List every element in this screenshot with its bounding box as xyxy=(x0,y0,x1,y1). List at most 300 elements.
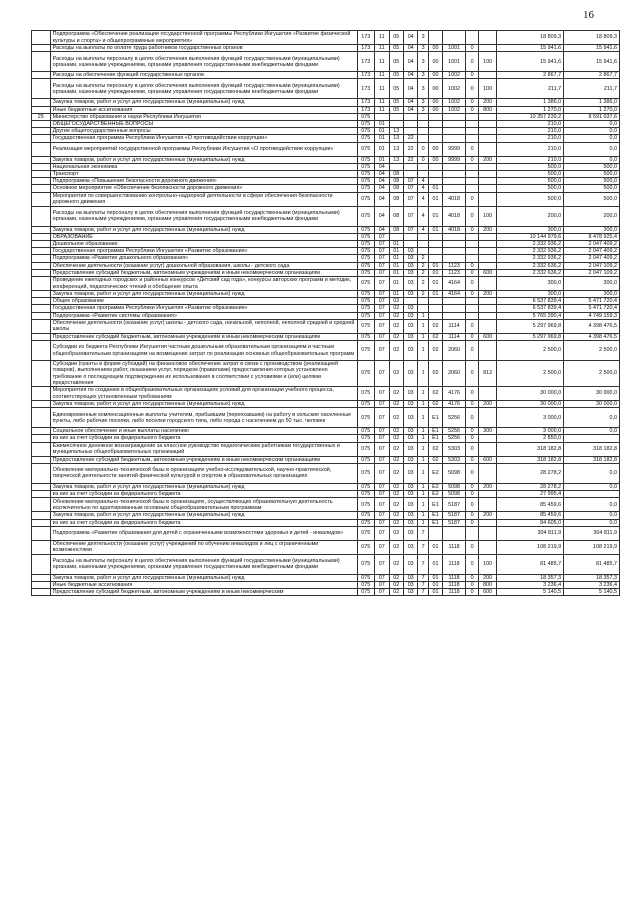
subsection-code: 02 xyxy=(389,589,403,596)
expense-direction-code: 4018 xyxy=(443,206,466,226)
expense-direction-code: 5187 xyxy=(443,498,466,512)
section-code: 07 xyxy=(375,512,389,519)
amount-year-1: 10 144 979,6 xyxy=(496,233,563,240)
expense-type-code: 200 xyxy=(479,512,497,519)
amount-year-2: 108 219,9 xyxy=(564,540,620,554)
row-name: Проведение ежегодных городских и районных конкурсов «Детский сад года», конкурсы авторских программ и методик, конференций, педагогических чтений и обобщение опыта xyxy=(50,277,357,291)
row-name: Субсидии из бюджета Республики Ингушетия частным дошкольным образовательным организациям и частным общеобразовательным организациям на возмещение затрат по реализации основных общеобразовательных программ xyxy=(50,341,357,361)
program-code: 07 xyxy=(403,206,417,226)
subsection-code: 02 xyxy=(389,512,403,519)
amount-year-1: 210,0 xyxy=(496,128,563,135)
program-code: 03 xyxy=(403,305,417,312)
expense-suffix: 0 xyxy=(465,226,478,233)
row-name: Обеспечение деятельности (оказание услуг) школы - детского сада, начальной, неполной, неполной средней и средней школы xyxy=(50,319,357,333)
event-code: 00 xyxy=(428,45,442,52)
row-name: Закупка товаров, работ и услуг для государственных (муниципальных) нужд xyxy=(50,156,357,163)
program-code: 04 xyxy=(403,106,417,113)
section-code: 11 xyxy=(375,52,389,72)
amount-year-1: 108 219,9 xyxy=(496,540,563,554)
subsection-code: 02 xyxy=(389,519,403,526)
row-name: Государственная программа Республики Ингушетия «Развитие образования» xyxy=(50,248,357,255)
event-code: 01 xyxy=(428,277,442,291)
expense-direction-code xyxy=(443,298,466,305)
program-code: 03 xyxy=(403,401,417,408)
expense-direction-code: 5256 xyxy=(443,408,466,428)
expense-suffix xyxy=(465,526,478,540)
amount-year-1: 318 182,8 xyxy=(496,456,563,463)
subprogram-code: 1 xyxy=(418,442,428,456)
expense-direction-code xyxy=(443,248,466,255)
expense-direction-code: 1002 xyxy=(443,99,466,106)
table-row xyxy=(32,106,620,113)
section-code: 07 xyxy=(375,574,389,581)
subsection-code: 02 xyxy=(389,540,403,554)
ministry-code: 075 xyxy=(357,333,375,340)
amount-year-2: 4 398 476,5 xyxy=(564,319,620,333)
subsection-code: 05 xyxy=(389,99,403,106)
expense-direction-code: 9999 xyxy=(443,156,466,163)
section-code: 11 xyxy=(375,72,389,79)
ministry-code: 075 xyxy=(357,463,375,483)
amount-year-1: 210,0 xyxy=(496,121,563,128)
section-code: 07 xyxy=(375,387,389,401)
row-number xyxy=(32,291,51,298)
row-name: Предоставление субсидий бюджетным, автономным учреждениям и иным некоммерческим xyxy=(50,589,357,596)
program-code: 22 xyxy=(403,142,417,156)
expense-type-code: 200 xyxy=(479,574,497,581)
ministry-code: 075 xyxy=(357,442,375,456)
program-code: 04 xyxy=(403,99,417,106)
amount-year-1: 210,0 xyxy=(496,142,563,156)
subprogram-code: 1 xyxy=(418,333,428,340)
amount-year-1: 300,0 xyxy=(496,277,563,291)
row-name: Предоставление субсидий бюджетным, автономным учреждениям и иным некоммерческим организациям xyxy=(50,456,357,463)
expense-direction-code: 1118 xyxy=(443,581,466,588)
subprogram-code xyxy=(418,305,428,312)
amount-year-1: 211,7 xyxy=(496,79,563,99)
row-number xyxy=(32,185,51,192)
table-row xyxy=(32,135,620,142)
program-code: 03 xyxy=(403,456,417,463)
subprogram-code: 1 xyxy=(418,435,428,442)
row-number xyxy=(32,171,51,178)
amount-year-1: 304 811,9 xyxy=(496,526,563,540)
expense-direction-code xyxy=(443,305,466,312)
subprogram-code: 1 xyxy=(418,387,428,401)
row-name: Социальное обеспечение и иные выплаты населению xyxy=(50,428,357,435)
subprogram-code: 1 xyxy=(418,456,428,463)
amount-year-2 xyxy=(564,435,620,442)
amount-year-2: 304 811,9 xyxy=(564,526,620,540)
expense-direction-code: 9999 xyxy=(443,142,466,156)
ministry-code: 075 xyxy=(357,319,375,333)
row-name: Расходы на выплаты персоналу в целях обеспечения выполнения функций государственными (муниципальными) органами, казенными учреждениями, органами управления государственными внебюджетными фондами xyxy=(50,79,357,99)
expense-type-code: 200 xyxy=(479,226,497,233)
subprogram-code xyxy=(418,241,428,248)
program-code: 07 xyxy=(403,192,417,206)
row-name: Расходы на выплаты по оплате труда работников государственных органов xyxy=(50,45,357,52)
table-row xyxy=(32,387,620,401)
row-number xyxy=(32,45,51,52)
ministry-code: 075 xyxy=(357,233,375,240)
event-code: 02 xyxy=(428,361,442,387)
table-row xyxy=(32,226,620,233)
subsection-code: 02 xyxy=(389,361,403,387)
row-name: Другие общегосударственные вопросы xyxy=(50,128,357,135)
ministry-code: 075 xyxy=(357,361,375,387)
subprogram-code: 1 xyxy=(418,491,428,498)
expense-direction-code: 1114 xyxy=(443,333,466,340)
amount-year-2: 500,0 xyxy=(564,171,620,178)
subprogram-code: 1 xyxy=(418,319,428,333)
expense-type-code xyxy=(479,121,497,128)
amount-year-2: 4 749 159,3 xyxy=(564,312,620,319)
amount-year-1: 6 537 839,4 xyxy=(496,305,563,312)
program-code: 04 xyxy=(403,72,417,79)
ministry-code: 075 xyxy=(357,206,375,226)
expense-suffix: 0 xyxy=(465,574,478,581)
ministry-code: 075 xyxy=(357,526,375,540)
program-code: 07 xyxy=(403,226,417,233)
expense-suffix: 0 xyxy=(465,45,478,52)
expense-suffix xyxy=(465,255,478,262)
ministry-code: 173 xyxy=(357,45,375,52)
ministry-code: 075 xyxy=(357,581,375,588)
subsection-code: 02 xyxy=(389,408,403,428)
expense-suffix: 0 xyxy=(465,435,478,442)
subsection-code: 01 xyxy=(389,269,403,276)
table-row xyxy=(32,305,620,312)
subprogram-code: 1 xyxy=(418,463,428,483)
ministry-code: 075 xyxy=(357,498,375,512)
event-code: E2 xyxy=(428,483,442,490)
program-code: 03 xyxy=(403,540,417,554)
section-code: 07 xyxy=(375,269,389,276)
event-code: 01 xyxy=(428,269,442,276)
row-number xyxy=(32,305,51,312)
amount-year-2: 0,0 xyxy=(564,128,620,135)
program-code: 03 xyxy=(403,526,417,540)
amount-year-1: 2 500,0 xyxy=(496,361,563,387)
section-code: 11 xyxy=(375,45,389,52)
event-code: 02 xyxy=(428,442,442,456)
row-name: Иные бюджетные ассигнования xyxy=(50,106,357,113)
subsection-code: 01 xyxy=(389,255,403,262)
amount-year-1: 300,0 xyxy=(496,291,563,298)
expense-suffix: 0 xyxy=(465,387,478,401)
program-code xyxy=(403,171,417,178)
section-code: 04 xyxy=(375,163,389,170)
expense-direction-code: 1002 xyxy=(443,72,466,79)
row-number xyxy=(32,333,51,340)
event-code: 00 xyxy=(428,106,442,113)
subsection-code: 02 xyxy=(389,305,403,312)
expense-direction-code: 5256 xyxy=(443,428,466,435)
event-code: 02 xyxy=(428,387,442,401)
amount-year-1: 3 236,4 xyxy=(496,581,563,588)
event-code: 00 xyxy=(428,79,442,99)
table-row xyxy=(32,269,620,276)
section-code: 07 xyxy=(375,248,389,255)
subsection-code: 02 xyxy=(389,456,403,463)
table-row xyxy=(32,277,620,291)
amount-year-2: 81 485,7 xyxy=(564,554,620,574)
amount-year-1: 5 297 969,8 xyxy=(496,333,563,340)
event-code: 01 xyxy=(428,206,442,226)
expense-direction-code: 1002 xyxy=(443,106,466,113)
amount-year-1: 18 809,3 xyxy=(496,31,563,45)
subprogram-code: 3 xyxy=(418,45,428,52)
expense-suffix: 0 xyxy=(465,277,478,291)
table-row xyxy=(32,233,620,240)
ministry-code: 075 xyxy=(357,185,375,192)
amount-year-1: 18 357,3 xyxy=(496,574,563,581)
event-code: 02 xyxy=(428,456,442,463)
subsection-code: 02 xyxy=(389,435,403,442)
subsection-code: 02 xyxy=(389,341,403,361)
row-number xyxy=(32,589,51,596)
event-code: E1 xyxy=(428,428,442,435)
section-code: 01 xyxy=(375,121,389,128)
ministry-code: 173 xyxy=(357,79,375,99)
row-number xyxy=(32,498,51,512)
event-code xyxy=(428,128,442,135)
amount-year-2: 15 941,6 xyxy=(564,52,620,72)
program-code: 03 xyxy=(403,387,417,401)
program-code xyxy=(403,241,417,248)
amount-year-2: 0,0 xyxy=(564,498,620,512)
table-row xyxy=(32,52,620,72)
expense-direction-code: 5187 xyxy=(443,519,466,526)
section-code: 01 xyxy=(375,128,389,135)
row-number xyxy=(32,361,51,387)
expense-type-code xyxy=(479,113,497,120)
expense-direction-code: 4018 xyxy=(443,192,466,206)
row-name: Закупка товаров, работ и услуг для государственных (муниципальных) нужд xyxy=(50,512,357,519)
expense-type-code xyxy=(479,305,497,312)
subsection-code: 02 xyxy=(389,498,403,512)
row-number xyxy=(32,142,51,156)
table-row xyxy=(32,171,620,178)
expense-direction-code: 4176 xyxy=(443,401,466,408)
expense-direction-code xyxy=(443,171,466,178)
section-code: 07 xyxy=(375,241,389,248)
ministry-code: 075 xyxy=(357,291,375,298)
table-row xyxy=(32,319,620,333)
program-code: 03 xyxy=(403,319,417,333)
section-code: 07 xyxy=(375,341,389,361)
amount-year-1: 318 182,8 xyxy=(496,442,563,456)
expense-type-code xyxy=(479,498,497,512)
table-row xyxy=(32,121,620,128)
amount-year-2: 300,0 xyxy=(564,226,620,233)
section-code: 07 xyxy=(375,554,389,574)
section-code: 07 xyxy=(375,262,389,269)
expense-direction-code: 5303 xyxy=(443,442,466,456)
table-row xyxy=(32,540,620,554)
subprogram-code xyxy=(418,121,428,128)
expense-suffix: 0 xyxy=(465,519,478,526)
amount-year-2: 2 047 109,2 xyxy=(564,269,620,276)
event-code: 00 xyxy=(428,52,442,72)
row-name: Мероприятия по совершенствованию контрольно-надзорной деятельности в сфере обеспечения безопасности дорожного движения xyxy=(50,192,357,206)
amount-year-2: 500,0 xyxy=(564,192,620,206)
row-name: Расходы на обеспечение функций государственных органов xyxy=(50,72,357,79)
ministry-code: 075 xyxy=(357,312,375,319)
expense-suffix: 0 xyxy=(465,408,478,428)
amount-year-2: 0,0 xyxy=(564,512,620,519)
program-code: 03 xyxy=(403,269,417,276)
row-name: Предоставление субсидий бюджетным, автономным учреждениям и иным некоммерческим организациям xyxy=(50,269,357,276)
program-code: 03 xyxy=(403,435,417,442)
expense-suffix: 0 xyxy=(465,581,478,588)
section-code: 07 xyxy=(375,498,389,512)
expense-type-code xyxy=(479,435,497,442)
expense-direction-code xyxy=(443,241,466,248)
table-row xyxy=(32,163,620,170)
amount-year-1: 500,0 xyxy=(496,163,563,170)
ministry-code: 173 xyxy=(357,72,375,79)
row-name: Транспорт xyxy=(50,171,357,178)
row-number xyxy=(32,31,51,45)
event-code: E1 xyxy=(428,512,442,519)
table-row xyxy=(32,519,620,526)
amount-year-1: 28 278,2 xyxy=(496,463,563,483)
row-number xyxy=(32,99,51,106)
expense-type-code xyxy=(479,408,497,428)
expense-suffix: 0 xyxy=(465,491,478,498)
expense-direction-code xyxy=(443,121,466,128)
ministry-code: 075 xyxy=(357,483,375,490)
amount-year-1: 85 459,6 xyxy=(496,498,563,512)
subsection-code: 01 xyxy=(389,291,403,298)
section-code: 07 xyxy=(375,442,389,456)
section-code: 07 xyxy=(375,456,389,463)
expense-suffix: 0 xyxy=(465,262,478,269)
event-code xyxy=(428,113,442,120)
table-row xyxy=(32,401,620,408)
subsection-code: 02 xyxy=(389,387,403,401)
row-name: Закупка товаров, работ и услуг для государственных (муниципальных) нужд xyxy=(50,291,357,298)
subsection-code: 08 xyxy=(389,192,403,206)
subsection-code: 02 xyxy=(389,442,403,456)
amount-year-1: 2 332 936,2 xyxy=(496,255,563,262)
expense-type-code xyxy=(479,442,497,456)
amount-year-2: 500,0 xyxy=(564,163,620,170)
expense-type-code: 800 xyxy=(479,581,497,588)
event-code xyxy=(428,121,442,128)
program-code: 03 xyxy=(403,581,417,588)
event-code: 01 xyxy=(428,581,442,588)
section-code: 07 xyxy=(375,540,389,554)
row-number xyxy=(32,341,51,361)
amount-year-1: 81 485,7 xyxy=(496,554,563,574)
subsection-code: 02 xyxy=(389,581,403,588)
subsection-code: 08 xyxy=(389,178,403,185)
amount-year-2: 0,0 xyxy=(564,428,620,435)
expense-type-code: 100 xyxy=(479,206,497,226)
expense-suffix xyxy=(465,241,478,248)
subsection-code: 13 xyxy=(389,156,403,163)
program-code: 22 xyxy=(403,135,417,142)
expense-direction-code: 5098 xyxy=(443,463,466,483)
row-name: Министерство образования и науки Республики Ингушетия xyxy=(50,113,357,120)
ministry-code: 075 xyxy=(357,262,375,269)
expense-direction-code: 1123 xyxy=(443,262,466,269)
table-row xyxy=(32,178,620,185)
subsection-code: 05 xyxy=(389,52,403,72)
subsection-code: 08 xyxy=(389,171,403,178)
table-row xyxy=(32,192,620,206)
expense-direction-code: 1001 xyxy=(443,45,466,52)
expense-suffix xyxy=(465,185,478,192)
subsection-code: 02 xyxy=(389,554,403,574)
section-code: 11 xyxy=(375,99,389,106)
program-code: 03 xyxy=(403,291,417,298)
row-number xyxy=(32,554,51,574)
event-code: 01 xyxy=(428,554,442,574)
row-name: Подпрограмма «Развитие системы образования» xyxy=(50,312,357,319)
subprogram-code: 2 xyxy=(418,269,428,276)
amount-year-1: 15 941,6 xyxy=(496,52,563,72)
section-code: 01 xyxy=(375,156,389,163)
row-name: Реализация мероприятий государственной программы Республики Ингушетия «О противодействии коррупции» xyxy=(50,142,357,156)
table-row xyxy=(32,128,620,135)
ministry-code: 075 xyxy=(357,387,375,401)
expense-direction-code: 1001 xyxy=(443,52,466,72)
expense-suffix: 0 xyxy=(465,72,478,79)
row-number xyxy=(32,401,51,408)
expense-suffix: 0 xyxy=(465,361,478,387)
expense-type-code: 200 xyxy=(479,99,497,106)
subsection-code: 02 xyxy=(389,526,403,540)
subprogram-code: 3 xyxy=(418,72,428,79)
row-number xyxy=(32,540,51,554)
row-name: Государственная программа Республики Ингушетия «Развитие образования» xyxy=(50,305,357,312)
section-code: 01 xyxy=(375,135,389,142)
expense-direction-code xyxy=(443,185,466,192)
table-row xyxy=(32,463,620,483)
amount-year-2: 318 182,8 xyxy=(564,456,620,463)
row-number xyxy=(32,248,51,255)
amount-year-2: 0,0 xyxy=(564,483,620,490)
amount-year-2: 2 047 409,2 xyxy=(564,241,620,248)
subprogram-code xyxy=(418,163,428,170)
row-number xyxy=(32,226,51,233)
expense-direction-code: 1118 xyxy=(443,574,466,581)
subsection-code: 02 xyxy=(389,298,403,305)
expense-suffix: 0 xyxy=(465,341,478,361)
amount-year-1: 2 500,0 xyxy=(496,341,563,361)
row-name: Закупка товаров, работ и услуг для государственных (муниципальных) нужд xyxy=(50,401,357,408)
program-code: 03 xyxy=(403,491,417,498)
program-code: 03 xyxy=(403,498,417,512)
subprogram-code: 3 xyxy=(418,79,428,99)
subprogram-code xyxy=(418,128,428,135)
subprogram-code xyxy=(418,135,428,142)
amount-year-2: 30 000,0 xyxy=(564,387,620,401)
row-number xyxy=(32,206,51,226)
ministry-code: 075 xyxy=(357,512,375,519)
program-code: 03 xyxy=(403,248,417,255)
expense-direction-code: 1118 xyxy=(443,554,466,574)
table-row xyxy=(32,185,620,192)
subsection-code: 13 xyxy=(389,128,403,135)
table-row xyxy=(32,99,620,106)
expense-type-code xyxy=(479,463,497,483)
subprogram-code: 7 xyxy=(418,574,428,581)
subsection-code: 02 xyxy=(389,491,403,498)
